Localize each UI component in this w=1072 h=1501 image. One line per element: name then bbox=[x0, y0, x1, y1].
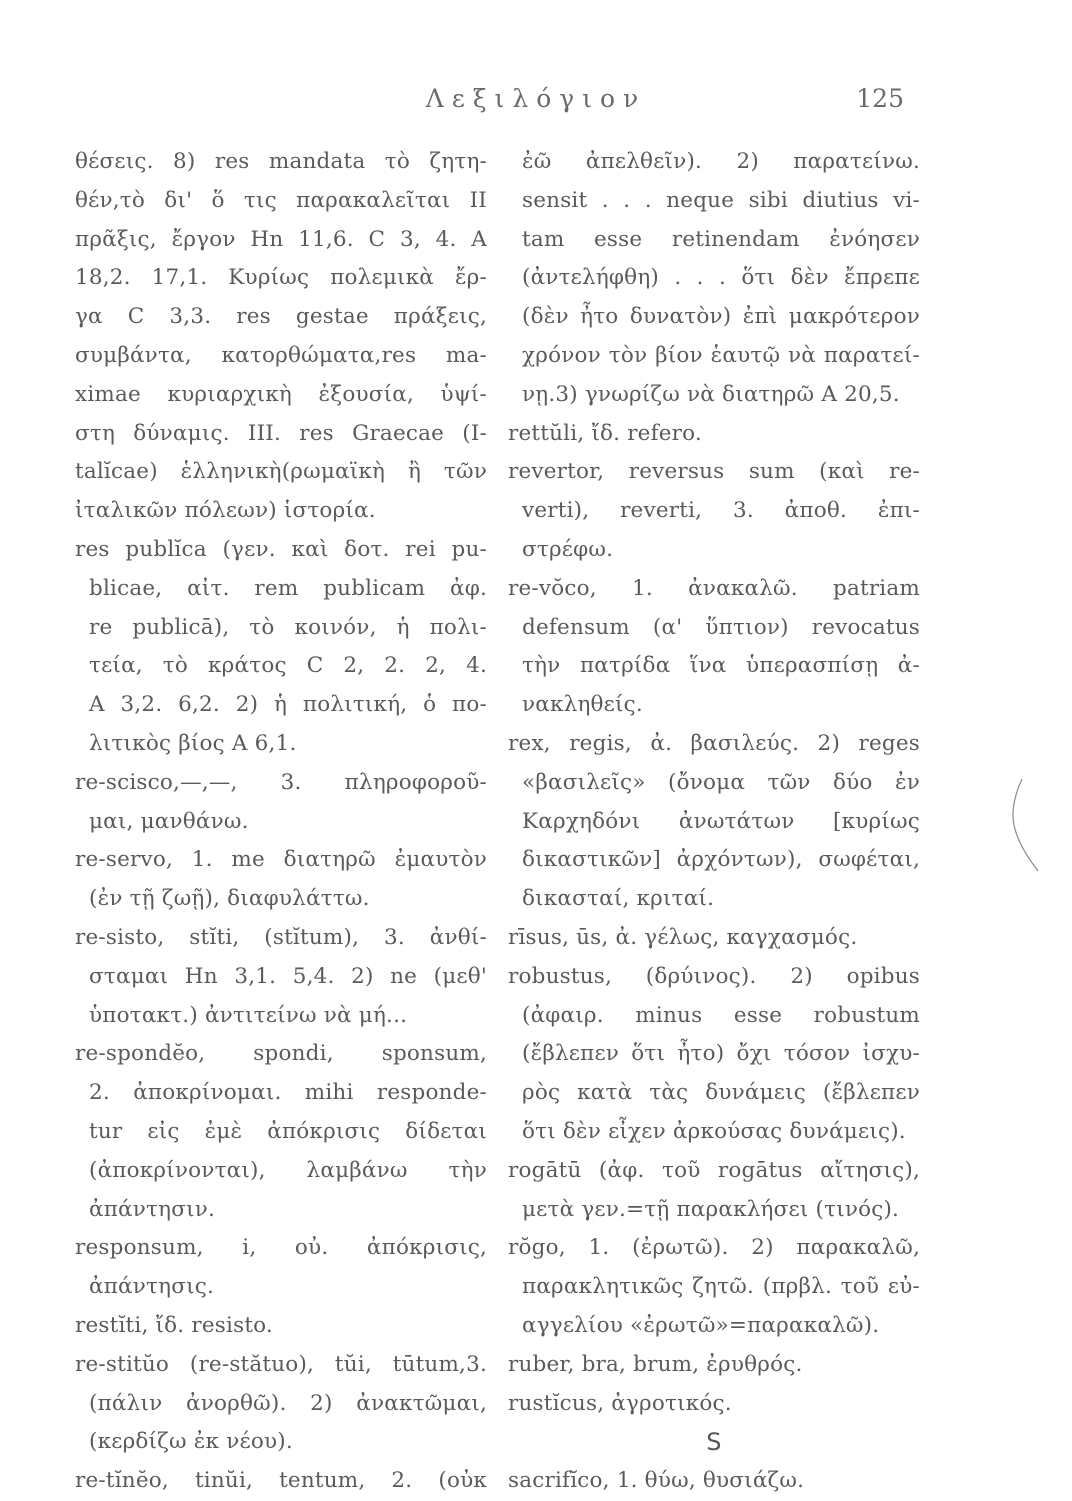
entry-line: sensit . . . neque sibi diutius vi- bbox=[522, 187, 920, 213]
entry-line: τὴν πατρίδα ἵνα ὑπερασπίσῃ ἀ- bbox=[522, 653, 920, 679]
right-column bbox=[508, 143, 920, 1501]
entry-line: στη δύναμις. III. res Graecae (I- bbox=[75, 420, 487, 446]
entry-headword-line: re-servo, 1. me διατηρῶ ἐμαυτὸν bbox=[75, 847, 487, 873]
section-letter: S bbox=[706, 1428, 722, 1457]
entry-line: ximae κυριαρχικὴ ἐξουσία, ὑψί- bbox=[75, 381, 487, 407]
entry-line: τεία, τὸ κράτος C 2, 2. 2, 4. bbox=[89, 653, 487, 679]
entry-line: ἀπάντησιν. bbox=[89, 1196, 216, 1222]
entry-line: 18,2. 17,1. Κυρίως πολεμικὰ ἔρ- bbox=[75, 265, 487, 291]
entry-headword-line: res publĭca (γεν. καὶ δοτ. rei pu- bbox=[75, 536, 487, 562]
entry-line: defensum (α' ὕπτιον) revocatus bbox=[522, 614, 920, 640]
entry-line: (ἀποκρίνονται), λαμβάνω τὴν bbox=[89, 1157, 487, 1183]
entry-line: (ἀντελήφθη) . . . ὅτι δὲν ἔπρεπε bbox=[522, 265, 920, 291]
entry-headword-line: rustĭcus, ἀγροτικός. bbox=[508, 1390, 732, 1416]
entry-headword-line: re-stitŭo (re-stătuo), tŭi, tūtum,3. bbox=[75, 1351, 487, 1377]
entry-line: μαι, μανθάνω. bbox=[89, 808, 249, 834]
entry-line: ἀπάντησις. bbox=[89, 1274, 214, 1300]
entry-line: λιτικὸς βίος A 6,1. bbox=[89, 730, 297, 756]
entry-line: θέσεις. 8) res mandata τὸ ζητη- bbox=[75, 149, 487, 174]
entry-line: blicae, αἰτ. rem publicam ἀφ. bbox=[89, 575, 487, 601]
entry-line: tam esse retinendam ἐνόησεν bbox=[522, 226, 920, 252]
entry-line: μετὰ γεν.=τῇ παρακλήσει (τινός). bbox=[522, 1196, 900, 1222]
entry-line: γα C 3,3. res gestae πράξεις, bbox=[75, 304, 487, 330]
page-number: 125 bbox=[856, 84, 904, 113]
entry-line: re publicā), τὸ κοινόν, ἡ πολι- bbox=[89, 614, 487, 640]
entry-line: talĭcae) ἑλληνικὴ(ρωμαϊκὴ ἢ τῶν bbox=[75, 459, 487, 485]
entry-headword-line: responsum, i, οὐ. ἀπόκρισις, bbox=[75, 1235, 487, 1261]
entry-line: (κερδίζω ἐκ νέου). bbox=[89, 1429, 293, 1455]
entry-headword-line: re-scisco,—,—, 3. πληροφοροῦ- bbox=[75, 769, 487, 795]
entry-line: verti), reverti, 3. ἀποθ. ἐπι- bbox=[522, 498, 920, 524]
entry-line: αγγελίου «ἐρωτῶ»=παρακαλῶ). bbox=[522, 1312, 880, 1338]
entry-line: ὑποτακτ.) ἀντιτείνω νὰ μή... bbox=[89, 1002, 408, 1028]
entry-line: πρᾶξις, ἔργον Hn 11,6. C 3, 4. A bbox=[75, 226, 487, 252]
margin-pencil-mark bbox=[1008, 775, 1048, 875]
running-title: Λεξιλόγιον bbox=[425, 84, 647, 113]
entry-line: (πάλιν ἀνορθῶ). 2) ἀνακτῶμαι, bbox=[89, 1390, 487, 1416]
entry-line: (δὲν ἦτο δυνατὸν) ἐπὶ μακρότερον bbox=[522, 304, 920, 330]
entry-line: Καρχηδόνι ἀνωτάτων [κυρίως bbox=[522, 808, 920, 834]
entry-line: (ἔβλεπεν ὅτι ἦτο) ὄχι τόσον ἰσχυ- bbox=[522, 1041, 920, 1067]
entry-headword-line: re-tĭnĕo, tinŭi, tentum, 2. (οὐκ bbox=[75, 1468, 487, 1494]
entry-line: ἐῶ ἀπελθεῖν). 2) παρατείνω. bbox=[522, 149, 920, 174]
entry-headword-line: restĭti, ἴδ. resisto. bbox=[75, 1312, 273, 1338]
entry-headword-line: re-sisto, stĭti, (stĭtum), 3. ἀνθί- bbox=[75, 924, 487, 950]
entry-headword-line: rettŭli, ἴδ. refero. bbox=[508, 420, 702, 446]
entry-line: θέν,τὸ δι' ὅ τις παρακαλεῖται II bbox=[75, 187, 487, 213]
entry-line: δικαστικῶν] ἀρχόντων), σωφέται, bbox=[522, 847, 920, 873]
entry-line: νῃ.3) γνωρίζω νὰ διατηρῶ A 20,5. bbox=[522, 381, 900, 407]
entry-headword-line: re-spondĕo, spondi, sponsum, bbox=[75, 1041, 487, 1067]
entry-line: σταμαι Hn 3,1. 5,4. 2) ne (μεθ' bbox=[89, 963, 487, 989]
entry-headword-line: rŏgo, 1. (ἐρωτῶ). 2) παρακαλῶ, bbox=[508, 1235, 920, 1261]
entry-line: συμβάντα, κατορθώματα,res ma- bbox=[75, 342, 487, 368]
entry-headword-line: rex, regis, ἀ. βασιλεύς. 2) reges bbox=[508, 730, 920, 756]
entry-headword-line: re-vŏco, 1. ἀνακαλῶ. patriam bbox=[508, 575, 920, 601]
entry-headword-line: robustus, (δρύινος). 2) opibus bbox=[508, 963, 920, 989]
entry-line: tur εἰς ἐμὲ ἀπόκρισις δίδεται bbox=[89, 1118, 487, 1144]
entry-line: ρὸς κατὰ τὰς δυνάμεις (ἔβλεπεν bbox=[522, 1080, 920, 1106]
entry-headword-line: rīsus, ūs, ἀ. γέλως, καγχασμός. bbox=[508, 924, 858, 950]
entry-line: νακληθείς. bbox=[522, 692, 643, 718]
entry-line: ὅτι δὲν εἶχεν ἀρκούσας δυνάμεις). bbox=[522, 1118, 906, 1144]
entry-headword-line: sacrifĭco, 1. θύω, θυσιάζω. bbox=[508, 1468, 805, 1494]
entry-headword-line: rogātū (ἀφ. τοῦ rogātus αἴτησις), bbox=[508, 1157, 920, 1183]
entry-line: παρακλητικῶς ζητῶ. (πρβλ. τοῦ εὐ- bbox=[522, 1274, 920, 1300]
entry-line: «βασιλεῖς» (ὄνομα τῶν δύο ἐν bbox=[522, 769, 920, 795]
entry-line: χρόνον τὸν βίον ἑαυτῷ νὰ παρατεί- bbox=[522, 342, 920, 368]
entry-line: (ἐν τῇ ζωῇ), διαφυλάττω. bbox=[89, 886, 370, 912]
left-column bbox=[75, 143, 487, 1501]
entry-line: ἰταλικῶν πόλεων) ἱστορία. bbox=[75, 498, 376, 524]
entry-headword-line: revertor, reversus sum (καὶ re- bbox=[508, 459, 920, 485]
entry-headword-line: ruber, bra, brum, ἐρυθρός. bbox=[508, 1351, 803, 1377]
entry-line: 2. ἀποκρίνομαι. mihi responde- bbox=[89, 1080, 487, 1106]
entry-line: A 3,2. 6,2. 2) ἡ πολιτική, ὁ πο- bbox=[89, 692, 487, 718]
entry-line: (ἀφαιρ. minus esse robustum bbox=[522, 1002, 920, 1028]
entry-line: δικασταί, κριταί. bbox=[522, 886, 715, 912]
entry-line: στρέφω. bbox=[522, 536, 614, 562]
